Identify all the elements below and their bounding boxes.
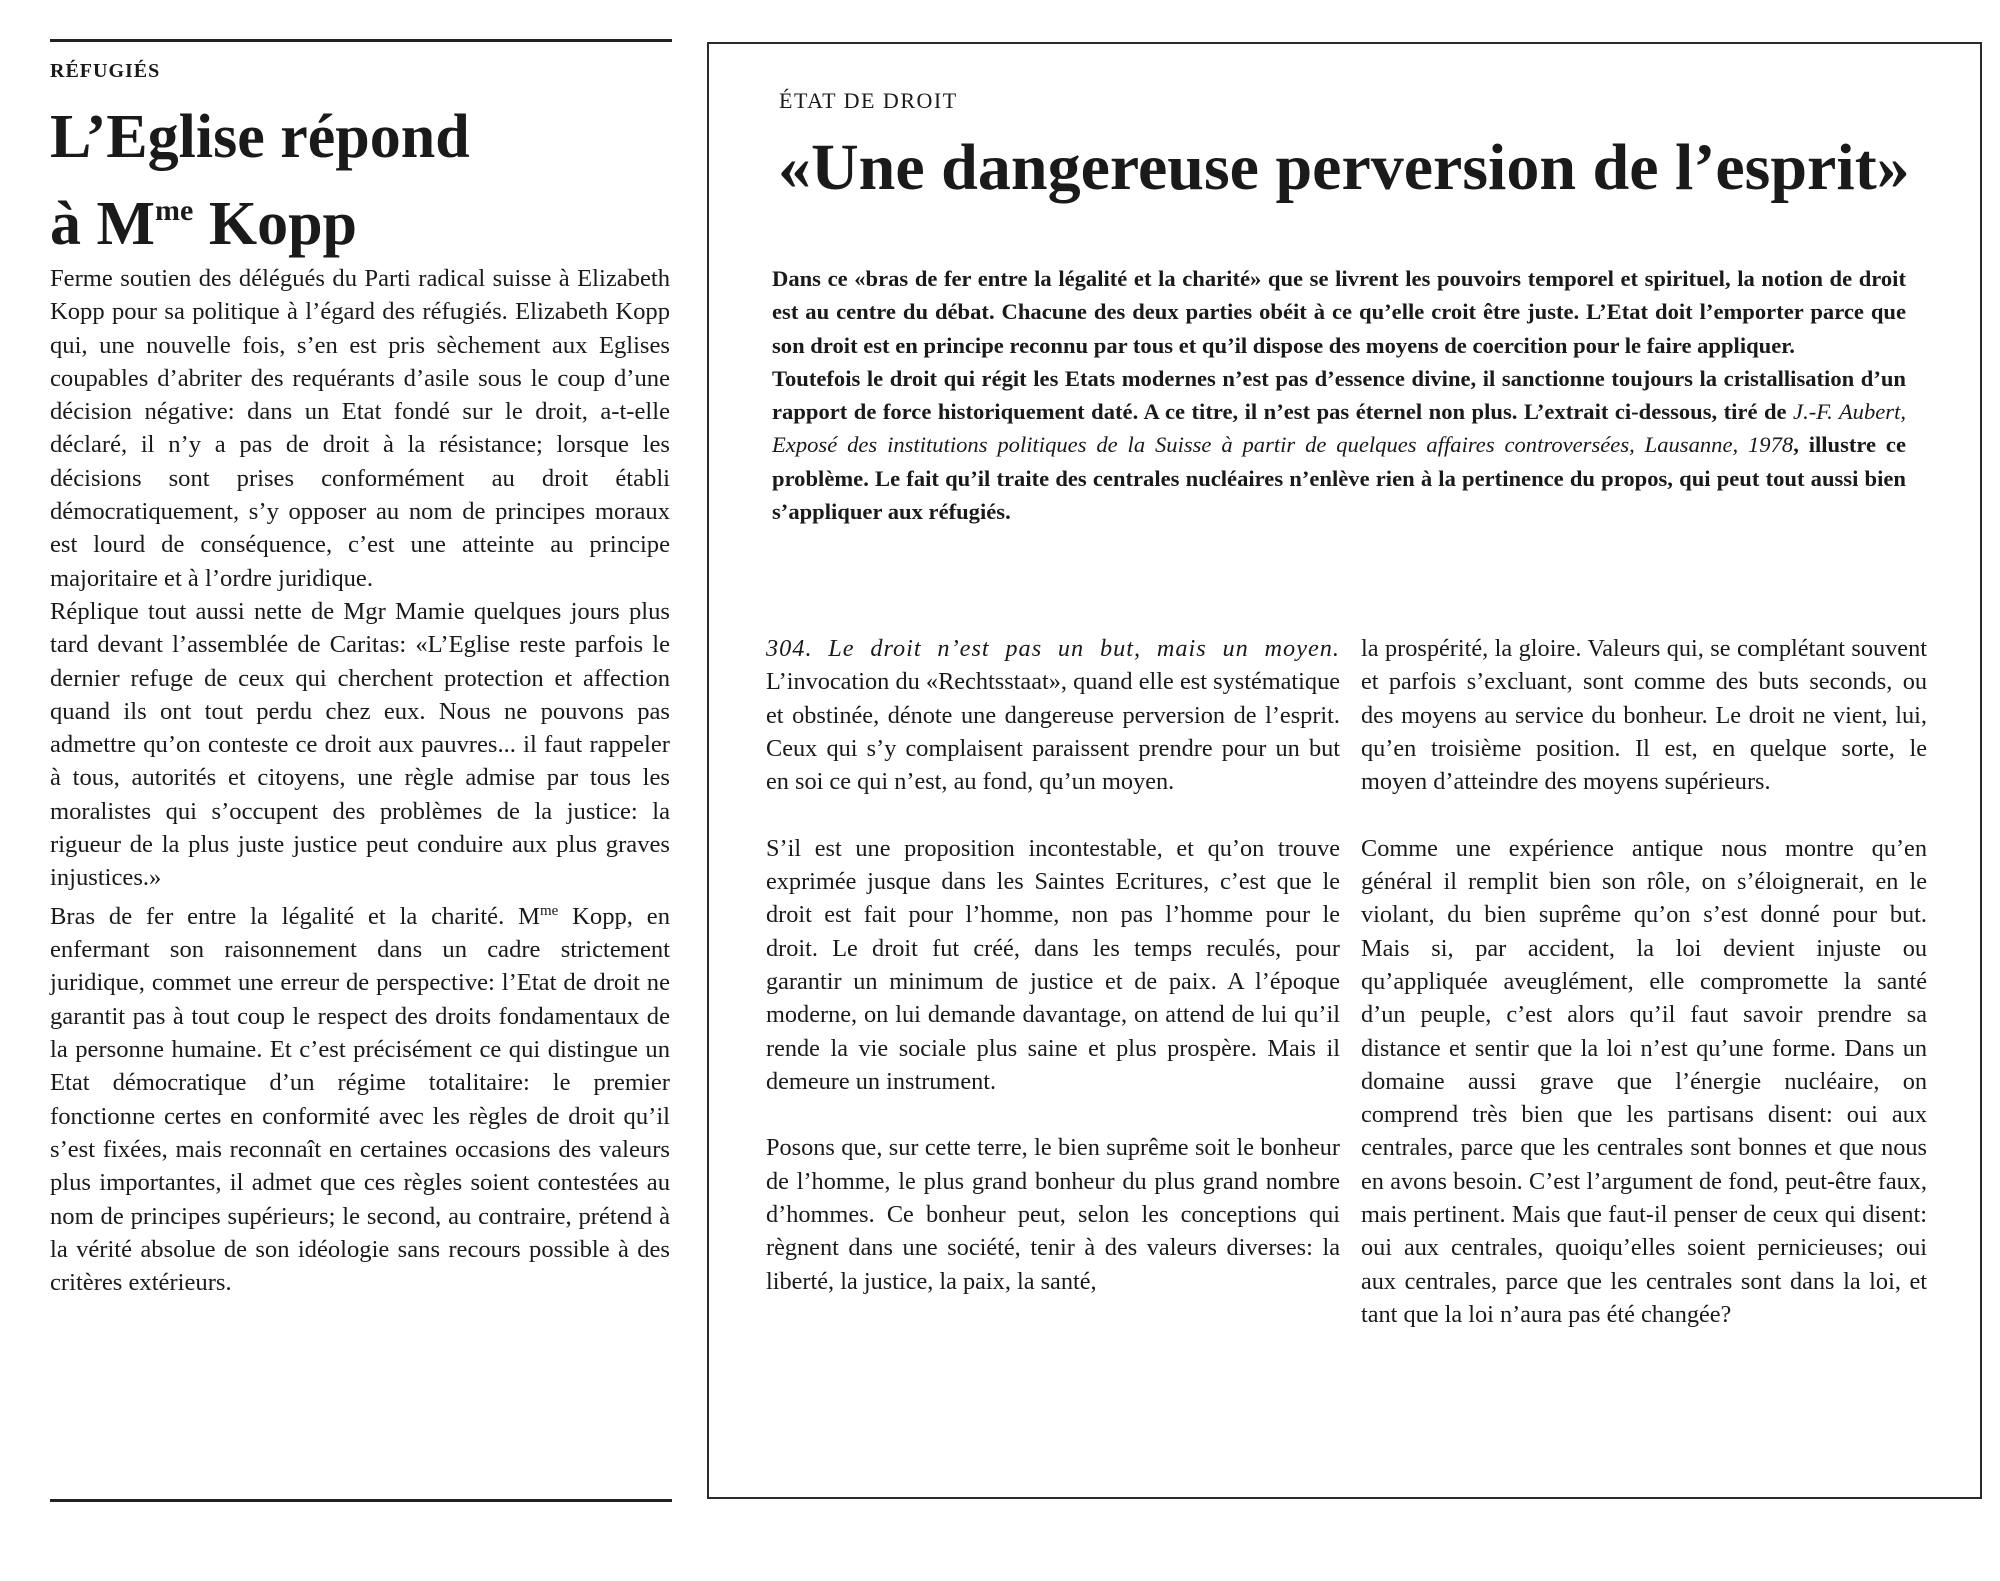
col1-paragraph-3: Posons que, sur cette terre, le bien suprême soit le bonheur de l’homme, le plus grand bonheur du plus grand nombre d’hommes. Ce bonheur peut, selon les conceptions qui règnent dans une société, tenir à des valeurs diverses: la liberté, la justice, la paix, la santé, [766,1134,1340,1295]
right-intro-paragraph-2 [772,362,1906,528]
left-article-body [50,262,670,1299]
right-intro-paragraph-1: Dans ce «bras de fer entre la légalité et la charité» que se livrent les pouvoirs temporel et spirituel, la notion de droit est au centre du débat. Chacune des deux parties obéit à ce qu’elle croit être juste. L’Etat doit l’emporter parce que son droit est en principe reconnu par tous et qu’il dispose des moyens de coercition pour le faire appliquer. [772,266,1906,358]
right-column-1 [766,632,1340,1298]
left-paragraph-3 [50,895,670,1300]
right-intro-p2-start: Toutefois le droit qui régit les Etats modernes n’est pas d’essence divine, il sanctionne toujours la cristallisation d’un rapport de force historiquement daté. A ce titre, il n’est pas éternel non plus. L’extrait ci-dessous, tiré de [772,365,1906,425]
left-paragraph-3-prefix: Bras de fer entre la légalité et la charité. M [50,902,540,930]
left-headline-sup: me [155,194,194,227]
right-intro-citation: J.-F. Aubert, Exposé des institutions politiques de la Suisse à partir de quelques affaires controversées, Lausanne, 1978 [772,399,1906,458]
right-column-2 [1361,632,1927,1331]
col1-paragraph-2: S’il est une proposition incontestable, et qu’on trouve exprimée jusque dans les Saintes Ecritures, c’est que le droit est fait pour l’homme, non pas l’homme pour le droit. Le droit fut créé, dans les temps reculés, pour garantir un minimum de justice et de paix. A l’époque moderne, on lui demande davantage, on attend de lui qu’il rende la vie sociale plus saine et plus prospère. Mais il demeure un instrument. [766,834,1340,1095]
col1-paragraph-1 [766,632,1340,798]
col2-paragraph-2: Comme une expérience antique nous montre qu’en général il remplit bien son rôle, on s’éloignerait, en le violant, du bien suprême qu’on s’est donné pour but. Mais si, par accident, la loi devient injuste ou qu’appliquée aveuglément, elle compromette la santé d’un peuple, c’est alors qu’il faut savoir prendre sa distance et sentir que la loi n’est qu’une forme. Dans un domaine aussi grave que l’énergie nucléaire, on comprend très bien que les partisans disent: oui aux centrales, parce que les centrales sont bonnes et que nous en avons besoin. C’est l’argument de fond, peut-être faux, mais pertinent. Mais que faut-il penser de ceux qui disent: oui aux centrales, quoiqu’elles soient pernicieuses; oui aux centrales, parce que les centrales sont dans la loi, et tant que la loi n’aura pas été changée? [1361,834,1927,1328]
col2-paragraph-1: la prospérité, la gloire. Valeurs qui, se complétant souvent et parfois s’excluant, sont comme des buts seconds, ou des moyens au service du bonheur. Le droit ne vient, lui, qu’en troisième position. Il est, en quelque sorte, le moyen d’atteindre des moyens supérieurs. [1361,635,1927,796]
right-kicker: ÉTAT DE DROIT [779,88,958,113]
col1-lead-italic: 304. Le droit n’est pas un but, mais un moyen. [766,635,1340,662]
left-bottom-rule [50,1499,672,1502]
left-top-rule [50,39,672,42]
right-intro-p2-end: , illustre ce problème. Le fait qu’il traite des centrales nucléaires n’enlève rien à la pertinence du propos, qui peut tout aussi bien s’appliquer aux réfugiés. [772,432,1906,525]
right-headline: «Une dangereuse perversion de l’esprit» [778,131,1910,204]
left-headline-line2-suffix: Kopp [193,190,358,258]
left-paragraph-1: Ferme soutien des délégués du Parti radical suisse à Elizabeth Kopp pour sa politique à l’égard des réfugiés. Elizabeth Kopp qui, une nouvelle fois, s’en est pris sèchement aux Eglises coupables d’abriter des requérants d’asile sous le coup d’une décision négative: dans un Etat fondé sur le droit, a-t-elle déclaré, il n’y a pas de droit à la résistance; lorsque les décisions sont prises conformément au droit établi démocratiquement, s’y opposer au nom de principes moraux est lourd de conséquence, c’est une atteinte au principe majoritaire et à l’ordre juridique. [50,265,670,592]
col1-paragraph-1-rest: L’invocation du «Rechtsstaat», quand elle est systématique et obstinée, dénote une dangereuse perversion de l’esprit. Ceux qui s’y complaisent paraissent prendre pour un but en soi ce qui n’est, au fond, qu’un moyen. [766,668,1340,796]
left-headline [50,100,690,261]
right-intro [772,262,1906,528]
left-paragraph-3-rest: Kopp, en enfermant son raisonnement dans un cadre strictement juridique, commet une erreur de perspective: l’Etat de droit ne garantit pas à tout coup le respect des droits fondamentaux de la personne humaine. Et c’est précisément ce qui distingue un Etat démocratique d’un régime totalitaire: le premier fonctionne certes en conformité avec les règles de droit qu’il s’est fixées, mais reconnaît en certaines occasions des valeurs plus importantes, il admet que ces règles soient contestées au nom de principes supérieurs; le second, au contraire, prétend à la vérité absolue de son idéologie sans recours possible à des critères extérieurs. [50,902,670,1297]
left-paragraph-3-sup: me [539,902,559,919]
left-paragraph-2: Réplique tout aussi nette de Mgr Mamie quelques jours plus tard devant l’assemblée de Caritas: «L’Eglise reste parfois le dernier refuge de ceux qui cherchent protection et affection quand ils ont tout perdu chez eux. Nous ne pouvons pas admettre qu’on conteste ce droit aux pauvres... il faut rappeler à tous, autorités et citoyens, une règle admise par tous les moralistes qui s’occupent des problèmes de la justice: la rigueur de la plus juste justice peut conduire aux plus graves injustices.» [50,597,670,892]
left-headline-line2-prefix: à M [50,190,156,258]
left-headline-line1: L’Eglise répond [50,103,470,171]
left-kicker: RÉFUGIÉS [50,60,161,82]
